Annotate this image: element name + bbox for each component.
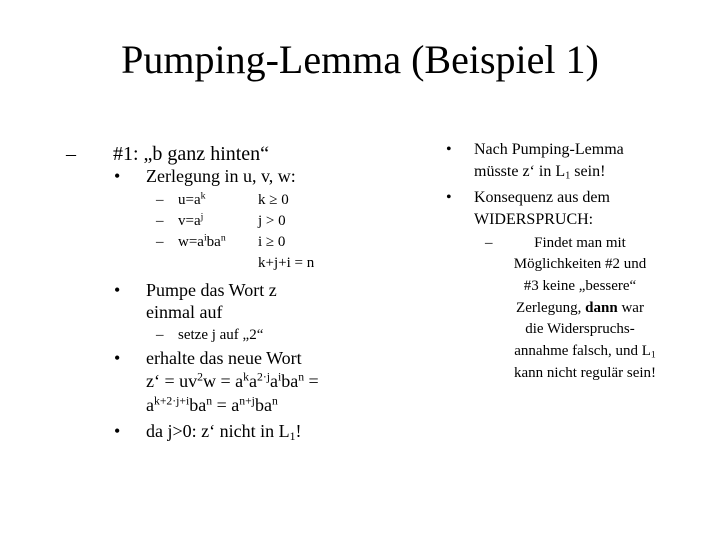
sub-line-zerlegung-dann: Zerlegung, dann war xyxy=(516,300,644,316)
equation-pumped-word: z‘ = $uv^2w = a^ka^{2\cdot j}a^iba^n$ = xyxy=(146,370,319,391)
zerlegung-text: Zerlegung in u, v, w: xyxy=(146,166,296,186)
constraint-sum: k+j+i = n xyxy=(258,255,315,271)
constraint-i: i ≥ 0 xyxy=(258,234,286,250)
part-v: $v=a^j$ xyxy=(178,211,204,229)
bullet-dash: – xyxy=(156,234,164,250)
bullet-dot: • xyxy=(114,348,121,368)
right-bullet-2-line-1: Konsequenz aus dem xyxy=(474,189,610,206)
bullet-dot: • xyxy=(446,189,452,206)
sub-line-last: kann nicht regulär sein! xyxy=(513,365,657,381)
constraint-j: j > 0 xyxy=(258,213,286,229)
erhalte-line-1: erhalte das neue Wort xyxy=(146,348,302,368)
sub-line: Möglichkeiten #2 und xyxy=(513,256,647,272)
sub-line: #3 keine „bessere“ xyxy=(523,278,637,294)
equation-simplified: $a^{k+2\cdot j+i}ba^n = a^{n+j}ba^n$ xyxy=(146,394,278,415)
sub-line: Findet man mit xyxy=(534,235,626,251)
part-w: $w=a^iba^n$ xyxy=(178,232,226,250)
bullet-dot: • xyxy=(114,280,121,300)
pumpe-line-1: Pumpe das Wort z xyxy=(146,280,277,300)
bullet-dot: • xyxy=(114,166,121,186)
right-bullet-1-line-1: Nach Pumping-Lemma xyxy=(474,141,624,158)
bullet-dash: – xyxy=(156,327,164,343)
part-u: $u=a^k$ xyxy=(178,190,206,208)
right-bullet-1-line-2: müsste z‘ in $L_1$ sein! xyxy=(474,163,606,182)
bullet-dash: – xyxy=(485,235,493,251)
constraint-k: k ≥ 0 xyxy=(258,192,289,208)
slide-title: Pumping-Lemma (Beispiel 1) xyxy=(121,37,599,82)
sub-line: die Widerspruchs- xyxy=(525,321,635,337)
sub-line-l1: annahme falsch, und $L_1$ xyxy=(514,343,656,361)
heading-beispiel-1: #1: „b ganz hinten“ xyxy=(113,143,270,165)
bullet-dot: • xyxy=(446,141,452,158)
right-bullet-2-line-2: WIDERSPRUCH: xyxy=(474,211,594,228)
setze-text: setze j auf „2“ xyxy=(178,327,264,343)
bullet-dash: – xyxy=(156,192,164,208)
bullet-dash: – xyxy=(66,143,76,165)
bullet-dash: – xyxy=(156,213,164,229)
pumpe-line-2: einmal auf xyxy=(146,302,223,322)
bullet-dot: • xyxy=(114,421,121,441)
conclusion-not-in-l1: da j>0: z‘ nicht in $L_1$! xyxy=(146,421,302,443)
